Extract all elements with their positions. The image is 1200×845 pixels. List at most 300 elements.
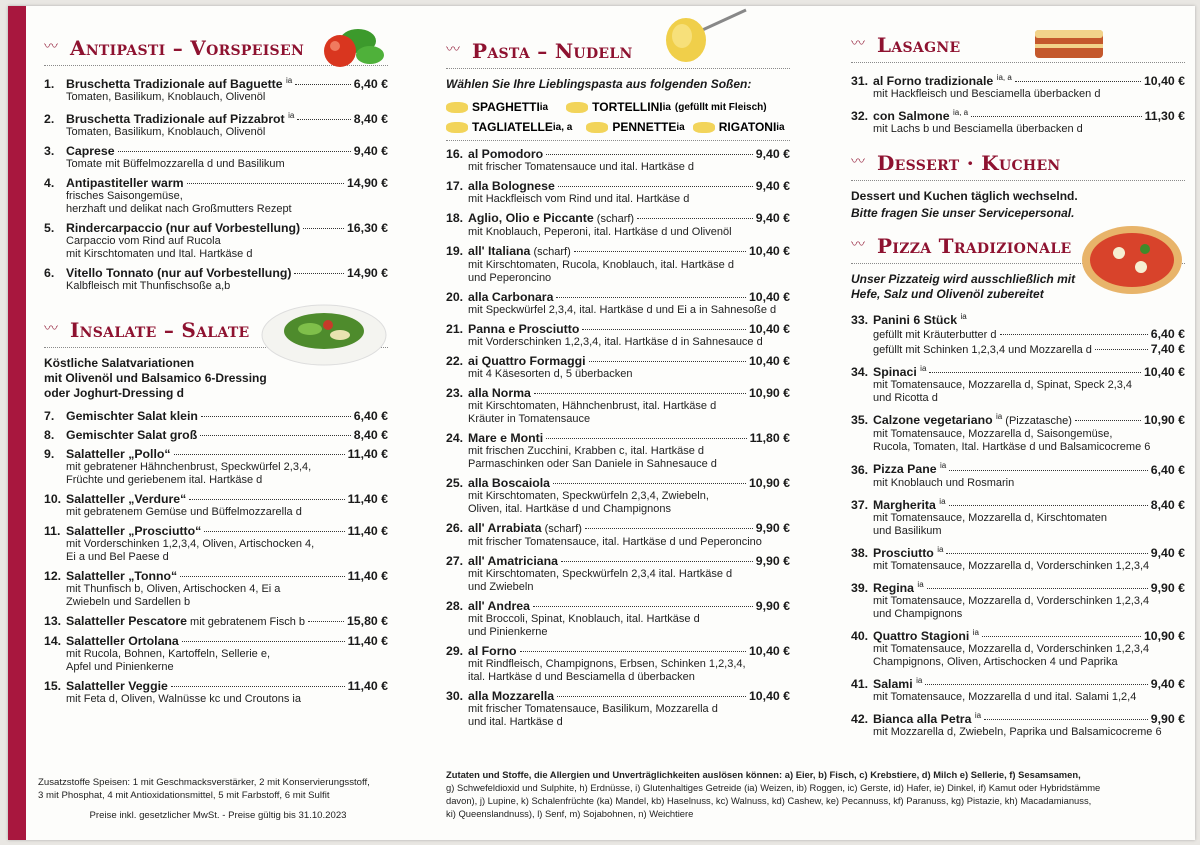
menu-item xyxy=(446,147,790,174)
item-name: Bruschetta Tradizionale auf Baguette $^{ia}$ xyxy=(66,76,293,92)
item-row xyxy=(446,386,790,400)
item-description: und Pinienkerne xyxy=(468,626,548,638)
noodle-icon xyxy=(693,122,715,133)
item-number: 26. xyxy=(446,521,464,535)
item-number: 22. xyxy=(446,354,464,368)
item-price: 15,80 € xyxy=(346,614,388,629)
dessert-text: Dessert und Kuchen täglich wechselnd. xyxy=(851,189,1078,204)
item-row xyxy=(44,176,388,190)
menu-item xyxy=(44,428,388,442)
item-number: 27. xyxy=(446,554,464,568)
item-price: 11,40 € xyxy=(347,569,388,584)
item-number: 37. xyxy=(851,497,869,512)
noodle-icon xyxy=(446,122,468,133)
item-row xyxy=(44,109,388,126)
item-description: mit Tomatensauce, Mozzarella d, Saisongemüse, xyxy=(873,428,1113,441)
item-price: 9,90 € xyxy=(755,599,790,613)
antipasti-list xyxy=(44,74,388,293)
dot-leader xyxy=(949,505,1148,506)
item-name: Margherita $^{ia}$ xyxy=(873,496,946,512)
item-number: 1. xyxy=(44,77,55,92)
item-description: Carpaccio vom Rind auf Rucola xyxy=(66,235,221,248)
allergen-line: g) Schwefeldioxid und Sulphite, h) Erdnüsse, i) Glutenhaltiges Getreide (ia) Weizen, ib) Roggen, ic) Gerste, id) Hafer, ie) Dinkel, if) Kamut oder Hybridstämme xyxy=(446,782,1101,793)
dot-leader xyxy=(949,470,1148,471)
item-description: mit frischer Tomatensauce und ital. Hartkäse d xyxy=(468,161,695,173)
item-number: 34. xyxy=(851,365,869,380)
item-description: Ei a und Bel Paese d xyxy=(66,551,169,564)
item-name: Gemischter Salat groß xyxy=(66,428,198,443)
item-description: Tomate mit Büffelmozzarella d und Basilikum xyxy=(66,158,285,171)
item-description: Kräuter in Tomatensauce xyxy=(468,413,591,425)
item-number: 11. xyxy=(44,524,61,539)
item-description: Zwiebeln und Sardellen b xyxy=(66,596,191,609)
menu-item xyxy=(851,71,1185,101)
dot-leader xyxy=(295,84,351,85)
item-price: 10,40 € xyxy=(748,244,790,258)
pasta-type: PENNETTE xyxy=(612,120,677,134)
item-number: 7. xyxy=(44,409,55,424)
allergen-code: ia xyxy=(662,101,671,113)
menu-item xyxy=(851,709,1185,739)
item-name: Spinaci $^{ia}$ xyxy=(873,364,927,380)
item-description: mit Kirschtomaten, Rucola, Knoblauch, ital. Hartkäse d xyxy=(468,259,734,271)
item-row xyxy=(446,354,790,368)
item-price: 9,90 € xyxy=(755,554,790,568)
item-number: 2. xyxy=(44,112,55,127)
item-price: 16,30 € xyxy=(346,221,388,236)
dot-leader xyxy=(946,553,1147,554)
item-row xyxy=(44,679,388,693)
item-description: mit Tomatensauce, Mozzarella d, Spinat, Speck 2,3,4 xyxy=(873,379,1133,392)
menu-item xyxy=(44,221,388,261)
item-number: 8. xyxy=(44,428,55,443)
menu-item xyxy=(44,144,388,171)
dot-leader xyxy=(189,499,344,500)
item-row xyxy=(851,674,1185,691)
item-price: 11,40 € xyxy=(347,492,388,507)
dot-leader xyxy=(201,416,351,417)
dot-leader xyxy=(585,528,753,529)
item-number: 31. xyxy=(851,74,869,89)
allergen-code: ia xyxy=(676,121,685,133)
item-number: 4. xyxy=(44,176,55,191)
item-row xyxy=(446,322,790,336)
menu-item xyxy=(44,679,388,706)
intro-line: Köstliche Salatvariationen xyxy=(44,356,195,371)
item-price: 6,40 € xyxy=(353,77,388,92)
item-row xyxy=(851,410,1185,428)
dot-leader xyxy=(182,641,345,642)
item-description: und ital. Hartkäse d xyxy=(468,716,563,728)
section-title: Insalate – Salate xyxy=(70,318,250,343)
ornament-icon: 〰 xyxy=(851,236,865,253)
section-pizza-header xyxy=(851,229,1185,264)
dot-leader xyxy=(546,438,746,439)
item-number: 36. xyxy=(851,462,869,477)
item-name: alla Carbonara xyxy=(468,290,554,304)
item-row xyxy=(44,614,388,629)
noodle-icon xyxy=(586,122,608,133)
dot-leader xyxy=(171,686,345,687)
dot-leader xyxy=(533,606,753,607)
salad-plate-icon xyxy=(258,299,390,369)
item-row xyxy=(446,689,790,703)
item-name: all' Andrea xyxy=(468,599,530,613)
item-price: 11,40 € xyxy=(347,524,388,539)
item-row xyxy=(446,431,790,445)
item-price: 9,90 € xyxy=(755,521,790,535)
item-description: mit Kirschtomaten, Speckwürfeln 2,3,4, Zwiebeln, xyxy=(468,490,709,502)
item-description: und Peperoncino xyxy=(468,272,552,284)
menu-item xyxy=(44,109,388,139)
allergen-code: ia, a xyxy=(552,121,573,133)
allergen-code: ia xyxy=(937,544,944,554)
tortellini-note: (gefüllt mit Fleisch) xyxy=(674,101,767,113)
item-number: 39. xyxy=(851,580,869,595)
item-name: Calzone vegetariano $^{ia}$ (Pizzatasche) xyxy=(873,412,1072,428)
dot-leader xyxy=(534,393,746,394)
allergen-code: ia xyxy=(939,461,947,471)
allergen-line: davon), j) Lupine, k) Schalenfrüchte (ka) Mandel, kb) Haselnuss, kc) Walnuss, kd) Cashew, ke) Pecannuss, kf) Paranuss, kg) Pistazie, kh) Macadamianuss, xyxy=(446,795,1092,806)
menu-item xyxy=(851,674,1185,704)
menu-item xyxy=(446,554,790,594)
item-number: 5. xyxy=(44,221,55,236)
item-description: mit Kirschtomaten und Ital. Hartkäse d xyxy=(66,248,253,261)
item-number: 6. xyxy=(44,266,55,281)
item-description: mit Broccoli, Spinat, Knoblauch, ital. Hartkäse d xyxy=(468,613,700,625)
allergen-line: Zutaten und Stoffe, die Allergien und Unverträglichkeiten auslösen können: a) Eier, b) Fisch, c) Krebstiere, d) Milch e) Sellerie, f) Sesamsamen, xyxy=(446,769,1081,780)
item-price: 8,40 € xyxy=(1150,497,1185,512)
item-name: Mare e Monti xyxy=(468,431,544,445)
item-description: mit Rucola, Bohnen, Kartoffeln, Sellerie e, xyxy=(66,648,271,661)
item-row xyxy=(446,476,790,490)
item-description: Tomaten, Basilikum, Knoblauch, Olivenöl xyxy=(66,126,266,139)
item-number: 10. xyxy=(44,492,62,507)
menu-item xyxy=(446,244,790,285)
sub-item-row xyxy=(851,327,1185,342)
price-validity: Preise inkl. gesetzlicher MwSt. - Preise gültig bis 31.10.2023 xyxy=(89,810,347,821)
menu-item xyxy=(44,569,388,609)
item-note: (scharf) xyxy=(593,213,635,225)
item-description: mit Vorderschinken 1,2,3,4, Oliven, Artischocken 4, xyxy=(66,538,315,551)
menu-item xyxy=(851,578,1185,621)
item-description: gefüllt mit Kräuterbutter d xyxy=(873,329,997,342)
section-title: Lasagne xyxy=(877,33,961,57)
section-title: Pasta – Nudeln xyxy=(472,39,633,63)
menu-item xyxy=(851,362,1185,405)
dot-leader xyxy=(553,483,746,484)
item-name: Panna e Prosciutto xyxy=(468,322,580,336)
allergen-code: ia xyxy=(539,101,549,113)
item-row xyxy=(851,310,1185,327)
item-row xyxy=(446,147,790,161)
item-price: 9,40 € xyxy=(755,179,790,193)
additives-note xyxy=(38,776,398,822)
pasta-types-row xyxy=(446,100,790,114)
allergen-note xyxy=(446,768,1166,820)
section-pasta-header xyxy=(446,34,790,69)
dot-leader xyxy=(557,696,746,697)
item-number: 25. xyxy=(446,476,464,490)
item-number: 17. xyxy=(446,179,464,193)
item-description: mit Hackfleisch und Besciamella überbacken d xyxy=(873,88,1101,101)
item-description: gefüllt mit Schinken 1,2,3,4 und Mozzarella d xyxy=(873,344,1092,357)
item-row xyxy=(851,709,1185,726)
menu-item xyxy=(446,211,790,239)
item-description: mit Tomatensauce, Mozzarella d, Vorderschinken 1,2,3,4 xyxy=(873,594,1150,607)
item-price: 10,90 € xyxy=(1143,413,1185,428)
additives-line: 3 mit Phosphat, 4 mit Antioxidationsmittel, 5 mit Farbstoff, 6 mit Sulfit xyxy=(38,790,330,801)
ornament-icon: 〰 xyxy=(44,320,58,337)
item-name: Bianca alla Petra $^{ia}$ xyxy=(873,711,982,727)
item-name: Quattro Stagioni $^{ia}$ xyxy=(873,627,979,643)
menu-item xyxy=(446,179,790,206)
item-row xyxy=(851,626,1185,643)
pasta-type: TORTELLINI xyxy=(592,100,663,114)
dot-leader xyxy=(637,218,753,219)
item-row xyxy=(44,524,388,538)
item-name: ai Quattro Formaggi xyxy=(468,354,586,368)
item-row xyxy=(44,74,388,91)
item-description: und Champignons xyxy=(873,607,963,620)
item-number: 18. xyxy=(446,211,464,225)
menu-item xyxy=(851,410,1185,454)
item-price: 10,40 € xyxy=(748,322,790,336)
insalate-list xyxy=(44,409,388,706)
item-number: 20. xyxy=(446,290,464,304)
item-number: 32. xyxy=(851,109,869,124)
item-description: und Basilikum xyxy=(873,524,942,537)
dot-leader xyxy=(174,454,345,455)
dot-leader xyxy=(1000,334,1148,335)
item-name: Antipastiteller warm xyxy=(66,176,184,191)
intro-line: Hefe, Salz und Olivenöl zubereitet xyxy=(851,287,1044,302)
item-description: mit Feta d, Oliven, Walnüsse kc und Croutons ia xyxy=(66,693,301,706)
item-description: mit Rindfleisch, Champignons, Erbsen, Schinken 1,2,3,4, xyxy=(468,658,746,670)
menu-item xyxy=(446,476,790,516)
menu-item xyxy=(446,290,790,317)
item-description: frisches Saisongemüse, xyxy=(66,190,183,203)
dot-leader xyxy=(303,228,344,229)
item-description: Tomaten, Basilikum, Knoblauch, Olivenöl xyxy=(66,91,266,104)
item-row xyxy=(44,569,388,583)
allergen-code: ia xyxy=(917,579,924,589)
lasagne-list xyxy=(851,71,1185,136)
menu-item xyxy=(44,614,388,629)
pasta-type: TAGLIATELLE xyxy=(472,120,553,134)
section-lasagne-header xyxy=(851,28,1185,63)
item-name: Salatteller Veggie xyxy=(66,679,168,694)
item-number: 19. xyxy=(446,244,464,258)
item-description: mit frischen Zucchini, Krabben c, ital. Hartkäse d xyxy=(468,445,704,457)
spaghetti-fork-icon xyxy=(658,8,748,68)
item-number: 21. xyxy=(446,322,464,336)
item-number: 9. xyxy=(44,447,55,462)
menu-item xyxy=(851,626,1185,669)
item-description: Parmaschinken oder San Daniele in Sahnesauce d xyxy=(468,458,717,470)
item-price: 9,40 € xyxy=(1150,545,1185,560)
item-price: 10,90 € xyxy=(748,476,790,490)
item-price: 8,40 € xyxy=(353,428,388,443)
item-description: mit frischer Tomatensauce, Basilikum, Mozzarella d xyxy=(468,703,718,715)
menu-item xyxy=(44,409,388,423)
menu-item xyxy=(44,176,388,216)
dot-leader xyxy=(574,251,746,252)
item-name: al Forno xyxy=(468,644,517,658)
item-number: 33. xyxy=(851,313,869,328)
item-description: herzhaft und delikat nach Großmutters Rezept xyxy=(66,203,292,216)
section-title: Pizza Tradizionale xyxy=(877,234,1072,259)
menu-item xyxy=(851,106,1185,136)
intro-line: mit Olivenöl und Balsamico 6-Dressing xyxy=(44,371,267,386)
item-row xyxy=(44,266,388,280)
item-row xyxy=(44,634,388,648)
item-row xyxy=(446,290,790,304)
noodle-icon xyxy=(446,102,468,113)
item-name: all' Arrabiata (scharf) xyxy=(468,521,582,535)
intro-line: Unser Pizzateig wird ausschließlich mit xyxy=(851,272,1076,287)
item-price: 10,40 € xyxy=(1143,365,1185,380)
item-row xyxy=(446,599,790,613)
item-number: 16. xyxy=(446,147,464,161)
item-description: mit Speckwürfel 2,3,4, ital. Hartkäse d und Ei a in Sahnesoße d xyxy=(468,304,777,316)
dot-leader xyxy=(925,684,1147,685)
allergen-code: ia, a xyxy=(952,108,969,118)
item-row xyxy=(44,428,388,442)
item-number: 12. xyxy=(44,569,62,584)
dot-leader xyxy=(118,151,351,152)
item-price: 8,40 € xyxy=(353,112,388,127)
item-name: Regina $^{ia}$ xyxy=(873,579,924,595)
dot-leader xyxy=(520,651,746,652)
item-price: 11,40 € xyxy=(347,634,388,649)
item-number: 38. xyxy=(851,545,869,560)
item-row xyxy=(446,179,790,193)
item-number: 29. xyxy=(446,644,464,658)
item-name: Salatteller „Verdure“ xyxy=(66,492,187,507)
item-name: Salami $^{ia}$ xyxy=(873,675,923,692)
item-price: 9,90 € xyxy=(1150,580,1185,595)
item-price: 9,40 € xyxy=(755,211,790,225)
section-insalate-header xyxy=(44,313,388,348)
item-price: 6,40 € xyxy=(1150,327,1185,342)
item-name: alla Norma xyxy=(468,386,531,400)
item-number: 24. xyxy=(446,431,464,445)
item-name: Rindercarpaccio (nur auf Vorbestellung) xyxy=(66,221,301,236)
dot-leader xyxy=(582,329,746,330)
noodle-icon xyxy=(566,102,588,113)
item-price: 11,30 € xyxy=(1144,109,1185,124)
section-antipasti-header xyxy=(44,31,388,66)
dot-leader xyxy=(982,636,1141,637)
dot-leader xyxy=(200,435,351,436)
pasta-types-row xyxy=(446,120,790,134)
item-price: 10,90 € xyxy=(1143,628,1185,643)
item-note: (scharf) xyxy=(530,246,571,258)
item-name: Salatteller Ortolana xyxy=(66,634,179,649)
sub-item-row xyxy=(851,342,1185,357)
item-number: 13. xyxy=(44,614,62,629)
allergen-code: ia xyxy=(974,711,982,721)
item-row xyxy=(851,459,1185,476)
item-price: 10,40 € xyxy=(748,354,790,368)
item-name: Bruschetta Tradizionale auf Pizzabrot $^{ia}$ xyxy=(66,111,295,127)
menu-item xyxy=(446,689,790,729)
item-description: und Ricotta d xyxy=(873,392,938,405)
item-name: Salatteller Pescatore mit gebratenem Fisch b xyxy=(66,614,305,629)
menu-item xyxy=(851,310,1185,357)
dot-leader xyxy=(204,531,344,532)
dot-leader xyxy=(294,273,344,274)
item-price: 7,40 € xyxy=(1150,342,1185,357)
item-row xyxy=(446,554,790,568)
menu-item xyxy=(44,492,388,519)
item-number: 41. xyxy=(851,677,869,692)
item-description: mit Thunfisch b, Oliven, Artischocken 4, Ei a xyxy=(66,583,281,596)
item-name: alla Boscaiola xyxy=(468,476,551,490)
item-row xyxy=(851,495,1185,512)
dot-leader xyxy=(927,588,1148,589)
item-name: Prosciutto $^{ia}$ xyxy=(873,544,944,560)
item-name: Panini 6 Stück $^{ia}$ xyxy=(873,312,967,328)
pasta-type: RIGATONI xyxy=(718,120,777,134)
item-name: alla Bolognese xyxy=(468,179,555,193)
item-row xyxy=(44,447,388,461)
item-row xyxy=(851,106,1185,123)
ornament-icon: 〰 xyxy=(446,41,460,57)
dot-leader xyxy=(546,154,753,155)
allergen-code: ia xyxy=(972,627,979,637)
item-name: Salatteller „Tonno“ xyxy=(66,569,178,584)
item-number: 40. xyxy=(851,628,869,643)
item-description: und Zwiebeln xyxy=(468,581,534,593)
item-row xyxy=(44,144,388,158)
item-number: 42. xyxy=(851,712,869,727)
menu-item xyxy=(44,524,388,564)
item-price: 6,40 € xyxy=(353,409,388,424)
item-description: mit Kirschtomaten, Hähnchenbrust, ital. Hartkäse d xyxy=(468,400,717,412)
item-price: 9,40 € xyxy=(353,144,388,159)
dot-leader xyxy=(1075,420,1141,421)
item-name: Salatteller „Prosciutto“ xyxy=(66,524,202,539)
item-description: mit Vorderschinken 1,2,3,4, ital. Hartkäse d in Sahnesauce d xyxy=(468,336,763,348)
allergen-code: ia xyxy=(286,76,293,85)
item-note: (scharf) xyxy=(541,523,582,535)
menu-item xyxy=(446,644,790,684)
dot-leader xyxy=(297,119,350,120)
ornament-icon: 〰 xyxy=(851,35,865,51)
item-name: alla Mozzarella xyxy=(468,689,555,703)
item-description: mit Kirschtomaten, Speckwürfeln 2,3,4 ital. Hartkäse d xyxy=(468,568,733,580)
item-row xyxy=(44,492,388,506)
menu-item xyxy=(446,386,790,426)
pizza-list xyxy=(851,310,1185,739)
lasagne-icon xyxy=(1029,16,1109,66)
item-number: 14. xyxy=(44,634,62,649)
item-description: mit gebratenem Gemüse und Büffelmozzarella d xyxy=(66,506,302,519)
section-title: Dessert · Kuchen xyxy=(877,151,1061,176)
menu-item xyxy=(851,495,1185,538)
item-description: mit Hackfleisch vom Rind und ital. Hartkäse d xyxy=(468,193,690,205)
item-price: 9,90 € xyxy=(1150,712,1185,727)
item-description: mit Knoblauch und Rosmarin xyxy=(873,476,1015,489)
item-price: 10,40 € xyxy=(748,644,790,658)
item-number: 15. xyxy=(44,679,62,694)
item-price: 6,40 € xyxy=(1150,462,1185,477)
item-name: all' Italiana (scharf) xyxy=(468,244,571,258)
allergen-code: ia xyxy=(960,312,967,322)
item-row xyxy=(44,221,388,235)
